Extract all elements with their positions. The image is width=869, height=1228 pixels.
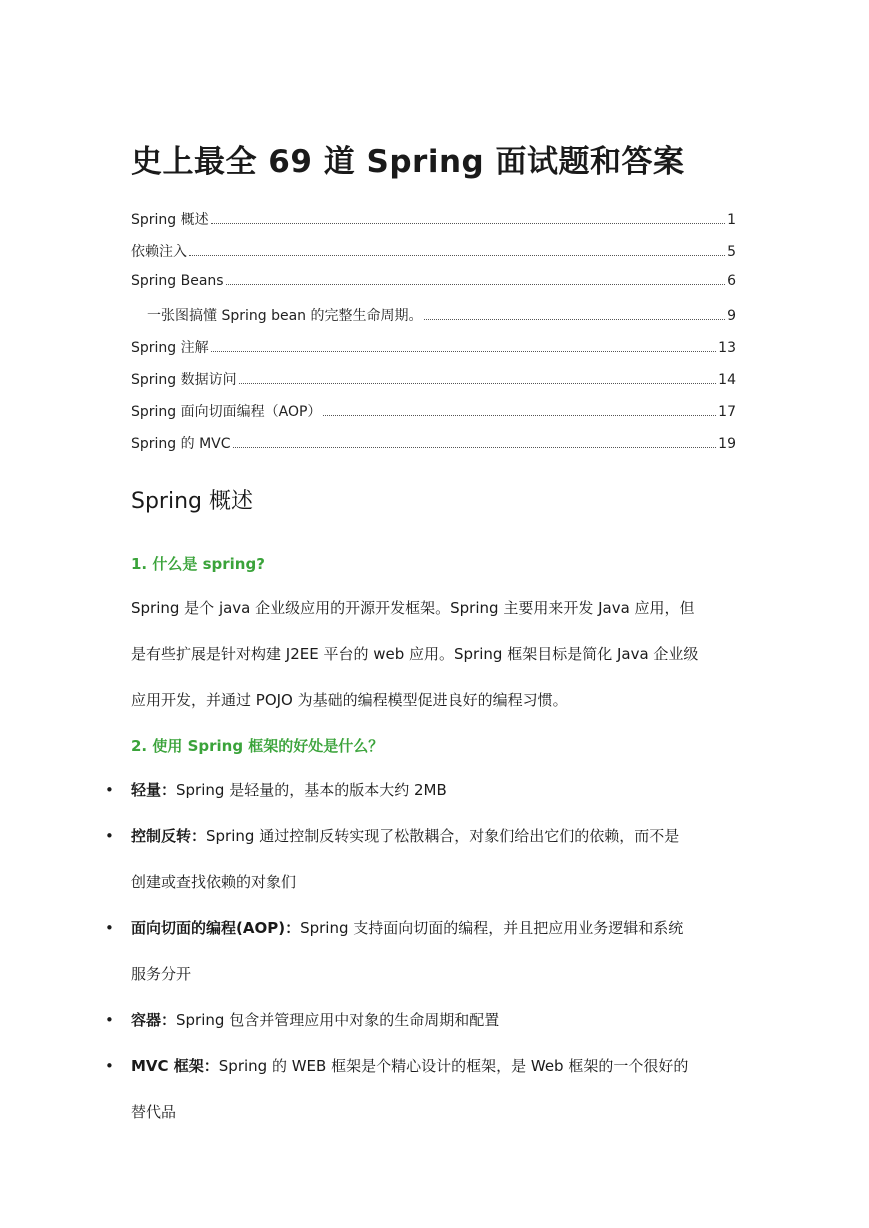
list-item-text: Spring 是轻量的，基本的版本大约 2MB <box>176 781 447 799</box>
toc-entry-label: Spring Beans <box>131 273 224 289</box>
bullet-icon: • <box>105 1011 114 1029</box>
toc-dot-leader <box>424 319 725 320</box>
toc-entry[interactable] <box>131 369 736 401</box>
list-item <box>105 767 736 813</box>
toc-entry[interactable] <box>131 209 736 241</box>
toc-dot-leader <box>323 415 716 416</box>
list-item-term: 轻量： <box>131 781 177 799</box>
toc-entry-label: Spring 概述 <box>131 212 209 228</box>
toc-entry-page: 14 <box>718 372 736 388</box>
toc-entry-page: 1 <box>727 212 736 228</box>
toc-entry-page: 5 <box>727 244 736 260</box>
list-item-text: Spring 支持面向切面的编程，并且把应用业务逻辑和系统 <box>300 919 684 937</box>
list-item-text: Spring 包含并管理应用中对象的生命周期和配置 <box>176 1011 500 1029</box>
toc-entry-page: 6 <box>727 273 736 289</box>
answer-line: 是有些扩展是针对构建 J2EE 平台的 web 应用。Spring 框架目标是简化 Java 企业级 <box>131 645 699 663</box>
list-item <box>105 905 736 997</box>
list-item-text: 服务分开 <box>131 965 192 983</box>
toc-entry-page: 13 <box>718 340 736 356</box>
list-item-text: 替代品 <box>131 1103 177 1121</box>
toc-entry-label: 一张图搞懂 Spring bean 的完整生命周期。 <box>147 308 423 324</box>
bullet-icon: • <box>105 781 114 799</box>
toc-entry-label: Spring 数据访问 <box>131 372 237 388</box>
toc-entry[interactable] <box>131 337 736 369</box>
table-of-contents <box>131 209 736 465</box>
bullet-icon: • <box>105 919 114 937</box>
toc-dot-leader <box>233 447 717 448</box>
toc-dot-leader <box>189 255 725 256</box>
list-item <box>105 997 736 1043</box>
toc-entry-label: Spring 的 MVC <box>131 436 231 452</box>
list-item-text: Spring 通过控制反转实现了松散耦合，对象们给出它们的依赖，而不是 <box>206 827 680 845</box>
toc-entry[interactable] <box>131 241 736 273</box>
toc-dot-leader <box>211 223 725 224</box>
toc-entry-page: 9 <box>727 308 736 324</box>
answer-paragraph <box>131 585 736 723</box>
list-item-text: 创建或查找依赖的对象们 <box>131 873 297 891</box>
list-item-term: MVC 框架： <box>131 1057 219 1075</box>
toc-entry-page: 19 <box>718 436 736 452</box>
toc-dot-leader <box>226 284 725 285</box>
list-item-term: 控制反转： <box>131 827 207 845</box>
benefits-list <box>105 767 736 1135</box>
bullet-icon: • <box>105 1057 114 1075</box>
list-item <box>105 1043 736 1135</box>
bullet-icon: • <box>105 827 114 845</box>
list-item-text: Spring 的 WEB 框架是个精心设计的框架，是 Web 框架的一个很好的 <box>218 1057 689 1075</box>
toc-entry-label: 依赖注入 <box>131 244 187 260</box>
list-item <box>105 813 736 905</box>
toc-dot-leader <box>239 383 717 384</box>
section-heading: Spring 概述 <box>131 489 253 514</box>
toc-entry-page: 17 <box>718 404 736 420</box>
answer-line: 应用开发，并通过 POJO 为基础的编程模型促进良好的编程习惯。 <box>131 691 568 709</box>
toc-entry[interactable] <box>131 433 736 465</box>
toc-dot-leader <box>211 351 717 352</box>
toc-entry[interactable] <box>131 273 736 305</box>
list-item-term: 面向切面的编程(AOP)： <box>131 919 301 937</box>
question-heading: 2. 使用 Spring 框架的好处是什么？ <box>131 737 384 755</box>
question-heading: 1. 什么是 spring? <box>131 555 265 573</box>
toc-entry[interactable] <box>131 401 736 433</box>
answer-line: Spring 是个 java 企业级应用的开源开发框架。Spring 主要用来开发 Java 应用，但 <box>131 599 695 617</box>
toc-entry[interactable] <box>131 305 736 337</box>
list-item-term: 容器： <box>131 1011 177 1029</box>
toc-entry-label: Spring 注解 <box>131 340 209 356</box>
toc-entry-label: Spring 面向切面编程（AOP） <box>131 404 322 420</box>
document-title: 史上最全 69 道 Spring 面试题和答案 <box>131 144 685 180</box>
